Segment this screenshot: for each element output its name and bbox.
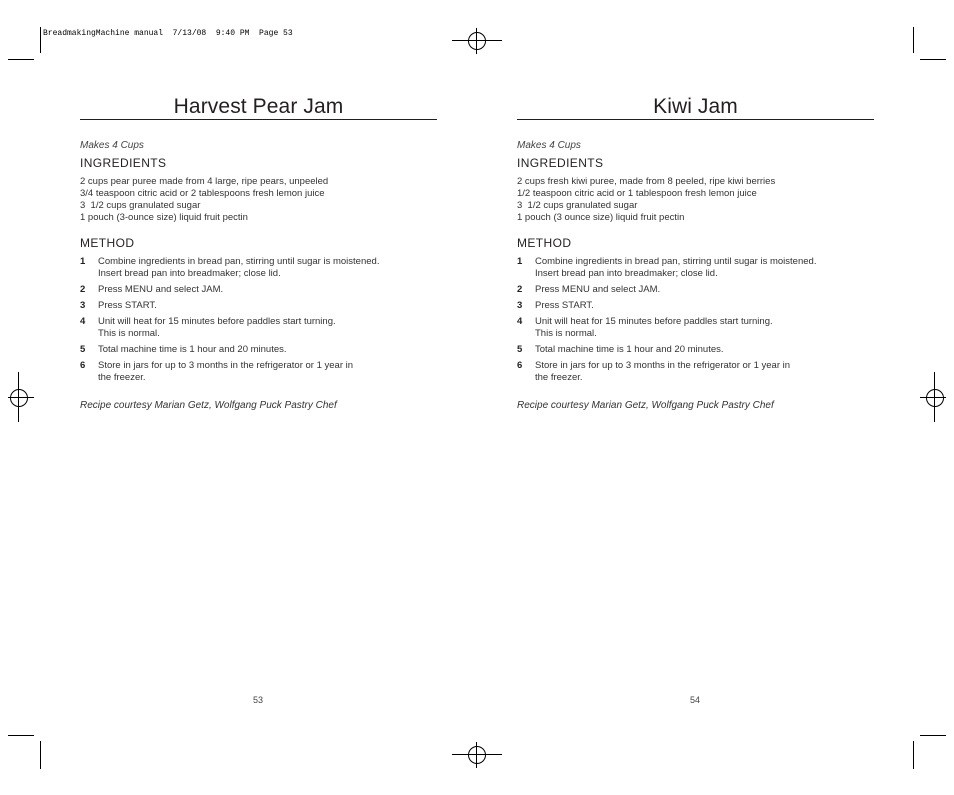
ingredient-item: 3/4 teaspoon citric acid or 2 tablespoons fresh lemon juice xyxy=(80,188,325,199)
ingredient-item: 1 pouch (3 ounce size) liquid fruit pectin xyxy=(517,212,685,223)
step-text: Press START. xyxy=(98,300,157,311)
step-number: 5 xyxy=(80,344,86,355)
method-step xyxy=(517,360,874,384)
ingredient-item: 1/2 teaspoon citric acid or 1 tablespoon fresh lemon juice xyxy=(517,188,757,199)
step-text: Press START. xyxy=(535,300,594,311)
step-number: 2 xyxy=(517,284,523,295)
ingredient-item: 2 cups fresh kiwi puree, made from 8 peeled, ripe kiwi berries xyxy=(517,176,776,187)
crop-mark xyxy=(8,735,34,736)
page-number: 54 xyxy=(689,695,700,705)
step-number: 6 xyxy=(80,360,86,371)
step-number: 3 xyxy=(80,300,86,311)
step-number: 1 xyxy=(517,256,523,267)
method-step xyxy=(80,316,437,340)
step-number: 3 xyxy=(517,300,523,311)
method-step xyxy=(80,284,437,296)
step-number: 6 xyxy=(517,360,523,371)
ingredient-item: 1 pouch (3-ounce size) liquid fruit pectin xyxy=(80,212,248,223)
step-number: 5 xyxy=(517,344,523,355)
method-step xyxy=(80,256,437,280)
crop-mark xyxy=(40,741,41,769)
crop-mark xyxy=(40,27,41,53)
ingredient-item: 2 cups pear puree made from 4 large, ripe pears, unpeeled xyxy=(80,176,329,187)
step-number: 2 xyxy=(80,284,86,295)
registration-circle-icon xyxy=(468,746,486,764)
crop-mark xyxy=(920,735,946,736)
method-step xyxy=(517,316,874,340)
ingredients-heading: INGREDIENTS xyxy=(80,156,167,170)
recipe-yield: Makes 4 Cups xyxy=(80,140,144,151)
recipe-page-right xyxy=(517,95,874,411)
crop-mark xyxy=(920,59,946,60)
crop-mark xyxy=(913,741,914,769)
step-text: Press MENU and select JAM. xyxy=(535,284,661,295)
method-step xyxy=(517,256,874,280)
step-text: Combine ingredients in bread pan, stirring until sugar is moistened. Insert bread pan into breadmaker; close lid. xyxy=(98,256,380,279)
step-text: Total machine time is 1 hour and 20 minutes. xyxy=(535,344,724,355)
method-step xyxy=(517,284,874,296)
ingredients-list xyxy=(80,176,437,224)
recipe-credit: Recipe courtesy Marian Getz, Wolfgang Puck Pastry Chef xyxy=(517,400,774,411)
step-text: Combine ingredients in bread pan, stirring until sugar is moistened. Insert bread pan into breadmaker; close lid. xyxy=(535,256,817,279)
ingredients-heading: INGREDIENTS xyxy=(517,156,604,170)
registration-circle-icon xyxy=(468,32,486,50)
crop-mark xyxy=(913,27,914,53)
registration-circle-icon xyxy=(926,389,944,407)
step-text: Store in jars for up to 3 months in the refrigerator or 1 year in the freezer. xyxy=(535,360,791,383)
method-step xyxy=(80,300,437,312)
print-slug: BreadmakingMachine manual 7/13/08 9:40 PM Page 53 xyxy=(43,29,293,38)
recipe-credit: Recipe courtesy Marian Getz, Wolfgang Puck Pastry Chef xyxy=(80,400,337,411)
page-number: 53 xyxy=(252,695,263,705)
step-number: 4 xyxy=(80,316,86,327)
step-text: Unit will heat for 15 minutes before paddles start turning. This is normal. xyxy=(98,316,336,339)
step-number: 1 xyxy=(80,256,86,267)
step-text: Unit will heat for 15 minutes before paddles start turning. This is normal. xyxy=(535,316,773,339)
step-text: Store in jars for up to 3 months in the refrigerator or 1 year in the freezer. xyxy=(98,360,354,383)
method-heading: METHOD xyxy=(517,236,572,250)
method-steps xyxy=(517,256,874,384)
method-step xyxy=(80,344,437,356)
registration-circle-icon xyxy=(10,389,28,407)
recipe-title: Kiwi Jam xyxy=(517,95,874,120)
ingredient-item: 3 1/2 cups granulated sugar xyxy=(80,200,201,211)
crop-mark xyxy=(8,59,34,60)
method-step xyxy=(80,360,437,384)
ingredients-list xyxy=(517,176,874,224)
step-number: 4 xyxy=(517,316,523,327)
recipe-yield: Makes 4 Cups xyxy=(517,140,581,151)
method-heading: METHOD xyxy=(80,236,135,250)
recipe-title: Harvest Pear Jam xyxy=(80,95,437,120)
method-step xyxy=(517,344,874,356)
recipe-page-left xyxy=(80,95,437,411)
step-text: Total machine time is 1 hour and 20 minutes. xyxy=(98,344,287,355)
method-step xyxy=(517,300,874,312)
ingredient-item: 3 1/2 cups granulated sugar xyxy=(517,200,638,211)
method-steps xyxy=(80,256,437,384)
step-text: Press MENU and select JAM. xyxy=(98,284,224,295)
